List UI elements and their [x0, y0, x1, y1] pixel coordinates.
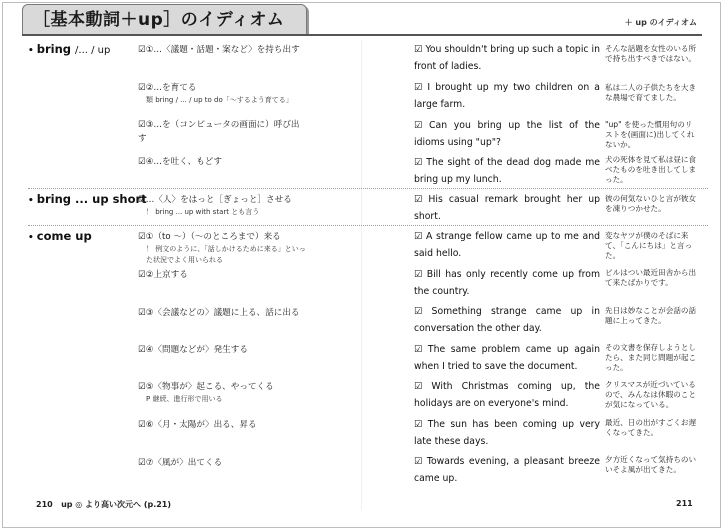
bullet-icon: • — [28, 233, 34, 243]
example-ja: ビルはつい最近田舎から出て来たばかりです。 — [605, 268, 697, 287]
meaning-text: ☑②上京する — [138, 270, 188, 280]
meaning-text: ☑①（to ～）（～のところまで）来る — [138, 232, 281, 242]
bullet-icon: • — [28, 46, 34, 56]
running-head: ＋ up のイディオム — [624, 18, 697, 27]
example-en: ☑ A strange fellow came up to me and said hello. — [414, 231, 600, 259]
example-ja: その文書を保存しようとしたら、また同じ問題が起こった。 — [605, 343, 697, 372]
example-en: ☑ I brought up my two children on a large farm. — [414, 82, 600, 110]
example-en: ☑ The sight of the dead dog made me bring up my lunch. — [414, 157, 600, 185]
example-en: ☑ The same problem came up again when I tried to save the document. — [414, 344, 600, 372]
page-title: ［基本動詞＋up］のイディオム — [22, 4, 307, 34]
sense-meaning — [138, 306, 308, 320]
example-ja: "up" を使った慣用句のリストを(画面に)出してくれないか。 — [605, 120, 695, 149]
meaning-text: ☑⑤〈物事が〉起こる、やってくる — [138, 382, 274, 392]
example-en: ☑ Bill has only recently come up from the country. — [414, 269, 600, 297]
example-ja: 夕方近くなって気持ちのいいそよ風が出てきた。 — [605, 455, 697, 474]
sense-meaning — [138, 456, 308, 470]
meaning-text: ☑…〈人〉をはっと［ぎょっと］させる — [138, 195, 292, 205]
sense-meaning — [138, 230, 308, 266]
meaning-text: ☑③…を（コンピュータの画面に）呼び出す — [138, 120, 300, 144]
example-en: ☑ The sun has been coming up very late these days. — [414, 419, 600, 447]
example-ja: 彼の何気ないひと言が彼女を凍りつかせた。 — [605, 194, 697, 213]
sense-meaning — [138, 343, 308, 357]
example-ja: 最近、日の出がすごくお遅くなってきた。 — [605, 418, 697, 437]
sense-meaning — [138, 418, 308, 432]
headword-suffix: /... / up — [75, 45, 111, 56]
sense-meaning — [138, 380, 308, 405]
sense-note: P 継続、進行形で用いる — [146, 395, 223, 403]
title-rule — [22, 34, 702, 36]
sense-note: 類 bring / ... / up to do「～するよう育てる」 — [146, 96, 293, 104]
example-ja: 私は二人の子供たちを大きな農場で育てました。 — [605, 83, 697, 102]
example-ja: クリスマスが近づいているので、みんなは休暇のことが気になっている。 — [605, 380, 696, 409]
meaning-text: ☑⑦〈風が〉出てくる — [138, 458, 223, 468]
example-ja: そんな話題を女性のいる所で持ち出すべきではない。 — [605, 44, 697, 63]
example-ja: 先日は妙なことが会話の話題に上ってきた。 — [605, 306, 697, 325]
sense-note: ！ bring ... up with start とも言う — [146, 208, 260, 216]
example-en: ☑ Can you bring up the list of the idioms using "up"? — [414, 120, 600, 148]
sense-meaning — [138, 81, 308, 106]
example-en: ☑ With Christmas coming up, the holidays are on everyone's mind. — [414, 381, 600, 409]
page-spine — [361, 40, 362, 510]
footer-cross-reference: up ◎ より高い次元へ (p.21) — [61, 500, 172, 509]
headword-text: come up — [36, 229, 92, 243]
headword-text: bring ... up short — [36, 192, 147, 206]
entry-headword-bring-up-short — [28, 192, 147, 206]
sense-meaning — [138, 193, 308, 218]
meaning-text: ☑④〈問題などが〉発生する — [138, 345, 248, 355]
sense-meaning — [138, 268, 308, 282]
headword-text: bring — [36, 42, 72, 56]
entry-divider — [28, 188, 708, 189]
meaning-text: ☑①…〈議題・話題・案など〉を持ち出す — [138, 45, 300, 55]
left-page-number: 210 — [36, 500, 53, 509]
entry-divider — [28, 225, 708, 226]
footer-left — [36, 499, 171, 510]
bullet-icon: • — [28, 196, 34, 206]
sense-meaning — [138, 155, 308, 169]
right-page-number: 211 — [676, 499, 693, 508]
example-en: ☑ Something strange came up in conversation the other day. — [414, 306, 600, 334]
meaning-text: ☑④…を吐く、もどす — [138, 157, 222, 167]
example-en: ☑ Towards evening, a pleasant breeze came up. — [414, 456, 600, 484]
meaning-text: ☑③〈会議などの〉議題に上る、話に出る — [138, 308, 300, 318]
meaning-text: ☑⑥〈月・太陽が〉出る、昇る — [138, 420, 257, 430]
entry-headword-bring-up — [28, 42, 110, 56]
example-ja: 犬の死体を見て私は昼に食べたものを吐き出してしまった。 — [605, 155, 697, 184]
example-ja: 変なヤツが僕のそばに来て、「こんにちは」と言った。 — [605, 231, 693, 260]
sense-meaning — [138, 118, 308, 146]
example-en: ☑ His casual remark brought her up short. — [414, 194, 600, 222]
example-en: ☑ You shouldn't bring up such a topic in front of ladies. — [414, 44, 600, 72]
meaning-text: ☑②…を育てる — [138, 83, 197, 93]
sense-meaning — [138, 43, 308, 57]
entry-headword-come-up — [28, 229, 92, 243]
sense-note: ！ 例文のように、「話しかけるために来る」といった状況でよく用いられる — [146, 245, 306, 264]
